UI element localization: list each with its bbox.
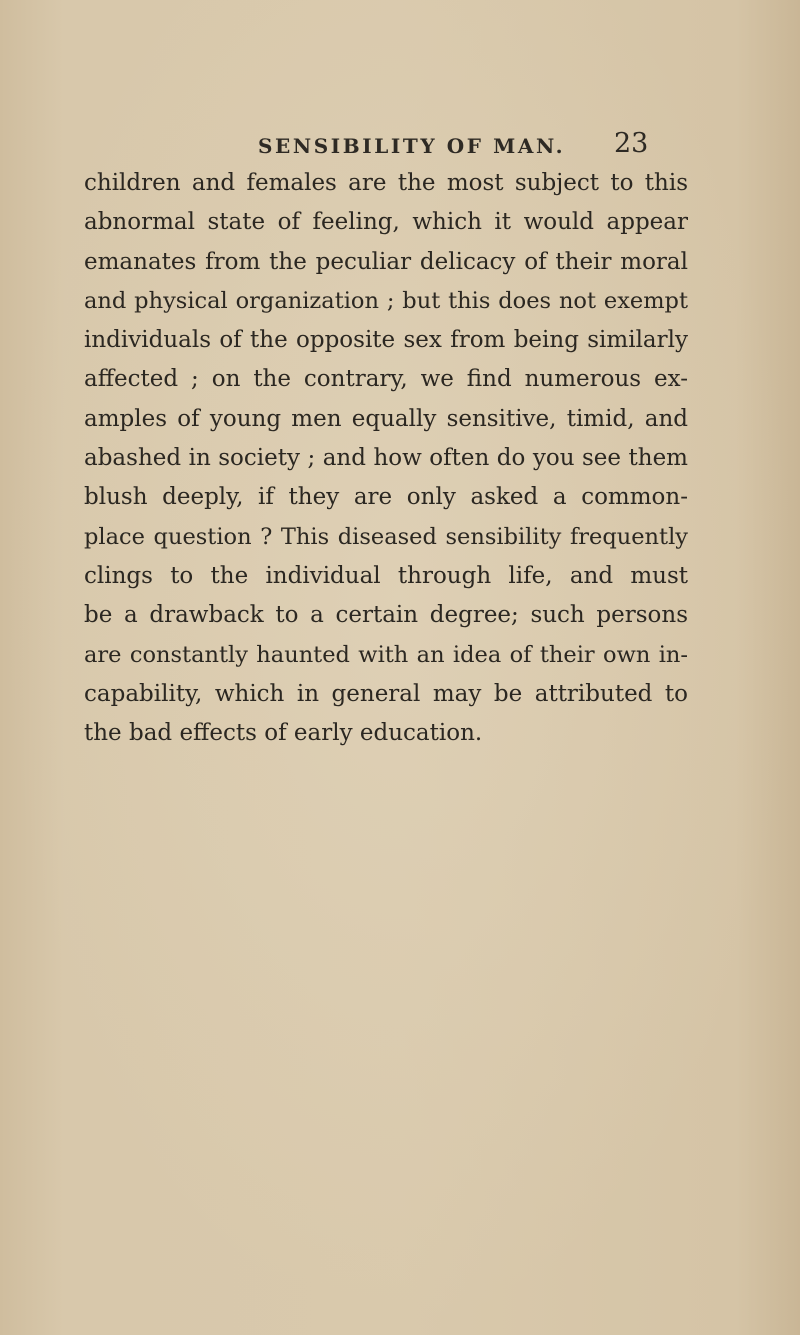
text-line: abashed in society ; and how often do you see them [84,445,688,472]
text-line: capability, which in general may be attributed to [84,680,688,707]
page-header [0,128,800,168]
text-line: children and females are the most subject to this [84,170,688,196]
text-line: are constantly haunted with an idea of their own in- [84,641,688,668]
text-line: and physical organization ; but this does not exempt [84,287,688,314]
text-line: be a drawback to a certain degree; such persons [84,602,688,629]
text-line: clings to the individual through life, and must [84,562,688,589]
page-number: 23 [614,128,649,159]
text-line: blush deeply, if they are only asked a common- [84,484,688,511]
text-line: affected ; on the contrary, we find numerous ex- [84,366,688,393]
text-line: individuals of the opposite sex from being similarly [84,327,688,354]
running-title: SENSIBILITY OF MAN. [258,134,566,158]
text-line: abnormal state of feeling, which it would appear [84,209,688,236]
text-line: place question ? This diseased sensibility frequently [84,523,688,550]
text-line: the bad effects of early education. [84,720,483,747]
text-line: amples of young men equally sensitive, timid, and [84,405,688,432]
text-line: emanates from the peculiar delicacy of their moral [84,248,688,275]
body-text [84,164,688,753]
